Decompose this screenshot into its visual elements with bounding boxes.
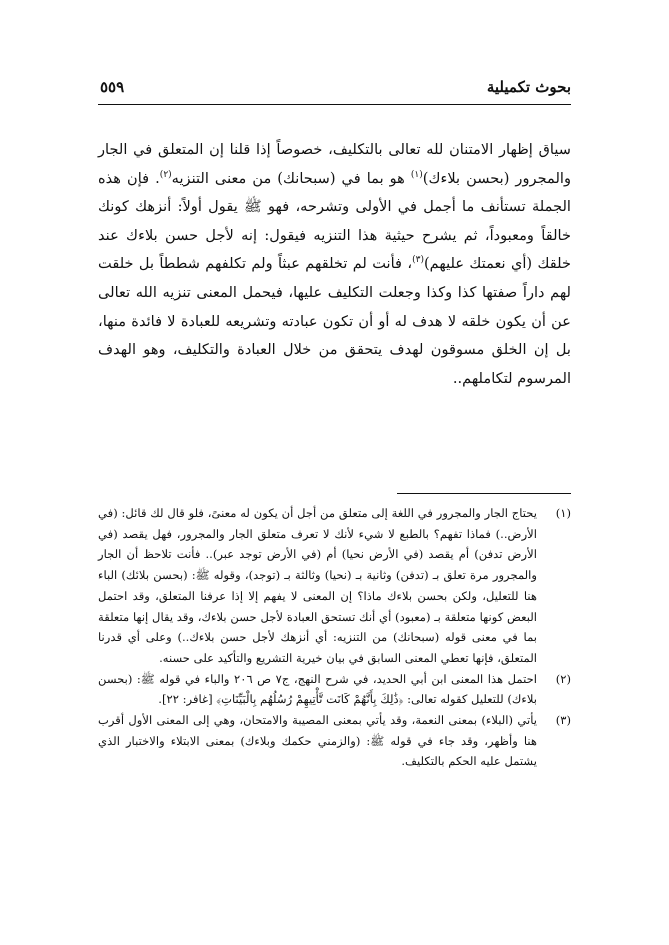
footnote-number: (٢) [555,671,571,686]
paragraph-start: سياق إظهار الامتنان لله تعالى بالتكليف، خصوصاً إذا قلنا إن المتعلق في الجار والمجرور (بحسن بلاءك) [98,141,571,187]
footnote-ref-2[interactable]: (٢) [159,169,172,180]
main-text [98,136,571,393]
footnote-number: (١) [555,506,571,520]
page-number: ٥٥٩ [100,78,125,96]
footnote-1 [98,503,571,669]
footnote-3 [98,710,571,772]
paragraph-end: ، فأنت لم تخلقهم عبثاً ولم تكلفهم شططاً بل خلقت لهم داراً صفتها كذا وكذا وجعلت التكليف عليها، فيحمل المعنى تنزيه الله تعالى عن أن يكون خلقه لا هدف له أو أن تكون عبادته وتشريعه للعبادة لا فائدة منها، بل إن الخلق مسوقون لهدف يتحقق من خلال العبادة والتكليف، وهو الهدف المرسوم لتكاملهم.. [98,255,571,387]
footnote-separator [397,493,571,494]
header-rule [98,104,571,105]
running-header [100,74,571,100]
body-paragraph [98,136,571,393]
footnote-ref-1[interactable]: (١) [410,169,423,180]
footnote-text: يحتاج الجار والمجرور في اللغة إلى متعلق من أجل أن يكون له معنىً، فلو قال لك قائل: (في الأرض..) فماذا تفهم؟ بالطبع لا شيء لأنك لا تعرف متعلق الجار والمجرور، فهل يقصد (في الأرض تدفن) أم يقصد (في الأرض نحيا) أم (في الأرض توجد عبر).. فأنت تلاحظ أن الجار والمجرور مرة تعلق بـ (تدفن) وثانية بـ (نحيا) وثالثة بـ (توجد)، وقوله ﷺ: (بحسن بلائك) الباء هنا للتعليل، ولكن بحسن بلاءك ماذا؟ إن المعنى لا يفهم إلا إذا عرفنا المتعلق، وقد احتمل البعض كونها متعلقة بـ (معبود) أي أنك تستحق العبادة لأجل حسن بلاءك، وقد يقال إنها متعلقة بما في معنى قوله (سبحانك) من التنزيه: أي أنزهك لأجل حسن بلاءك..) وعلى أي قدرنا المتعلق، فإنها تعطي المعنى السابق في بيان خيرية التشريع والتأكيد على حسنه. [98,506,537,665]
footnote-2 [98,669,571,710]
running-title: بحوث تكميلية [486,78,571,96]
footnote-number: (٣) [555,713,571,728]
paragraph-mid-1: هو بما في (سبحانك) من معنى التنزيه [171,169,411,187]
footnote-text: احتمل هذا المعنى ابن أبي الحديد، في شرح النهج، ج٧ ص ٢٠٦ والباء في قوله ﷺ: (بحسن بلاءك) للتعليل كقوله تعالى: ﴿ذَٰلِكَ بِأَنَّهُمْ كَانَت تَّأْتِيهِمْ رُسُلُهُم بِالْبَيِّنَاتِ﴾ [غافر: ٢٢]. [98,671,538,707]
paragraph-mid-2: . فإن هذه الجملة تستأنف ما أجمل في الأولى وتشرحه، فهو ﷺ يقول أولاً: أنزهك كونك خالقاً ومعبوداً، ثم يشرح حيثية هذا التنزيه فيقول: إنه لأجل حسن بلاءك عند خلقك (أي نعمتك عليهم) [98,169,571,273]
footnotes [98,503,571,772]
footnote-ref-3[interactable]: (٣) [412,255,424,266]
footnote-text: يأتي (البلاء) بمعنى النعمة، وقد يأتي بمعنى المصيبة والامتحان، وهي إلى المعنى الأول أقرب هنا وأظهر، وقد جاء في قوله ﷺ: (والزمني حكمك وبلاءك) بمعنى الابتلاء والاختبار الذي يشتمل عليه الحكم بالتكليف. [98,713,537,769]
